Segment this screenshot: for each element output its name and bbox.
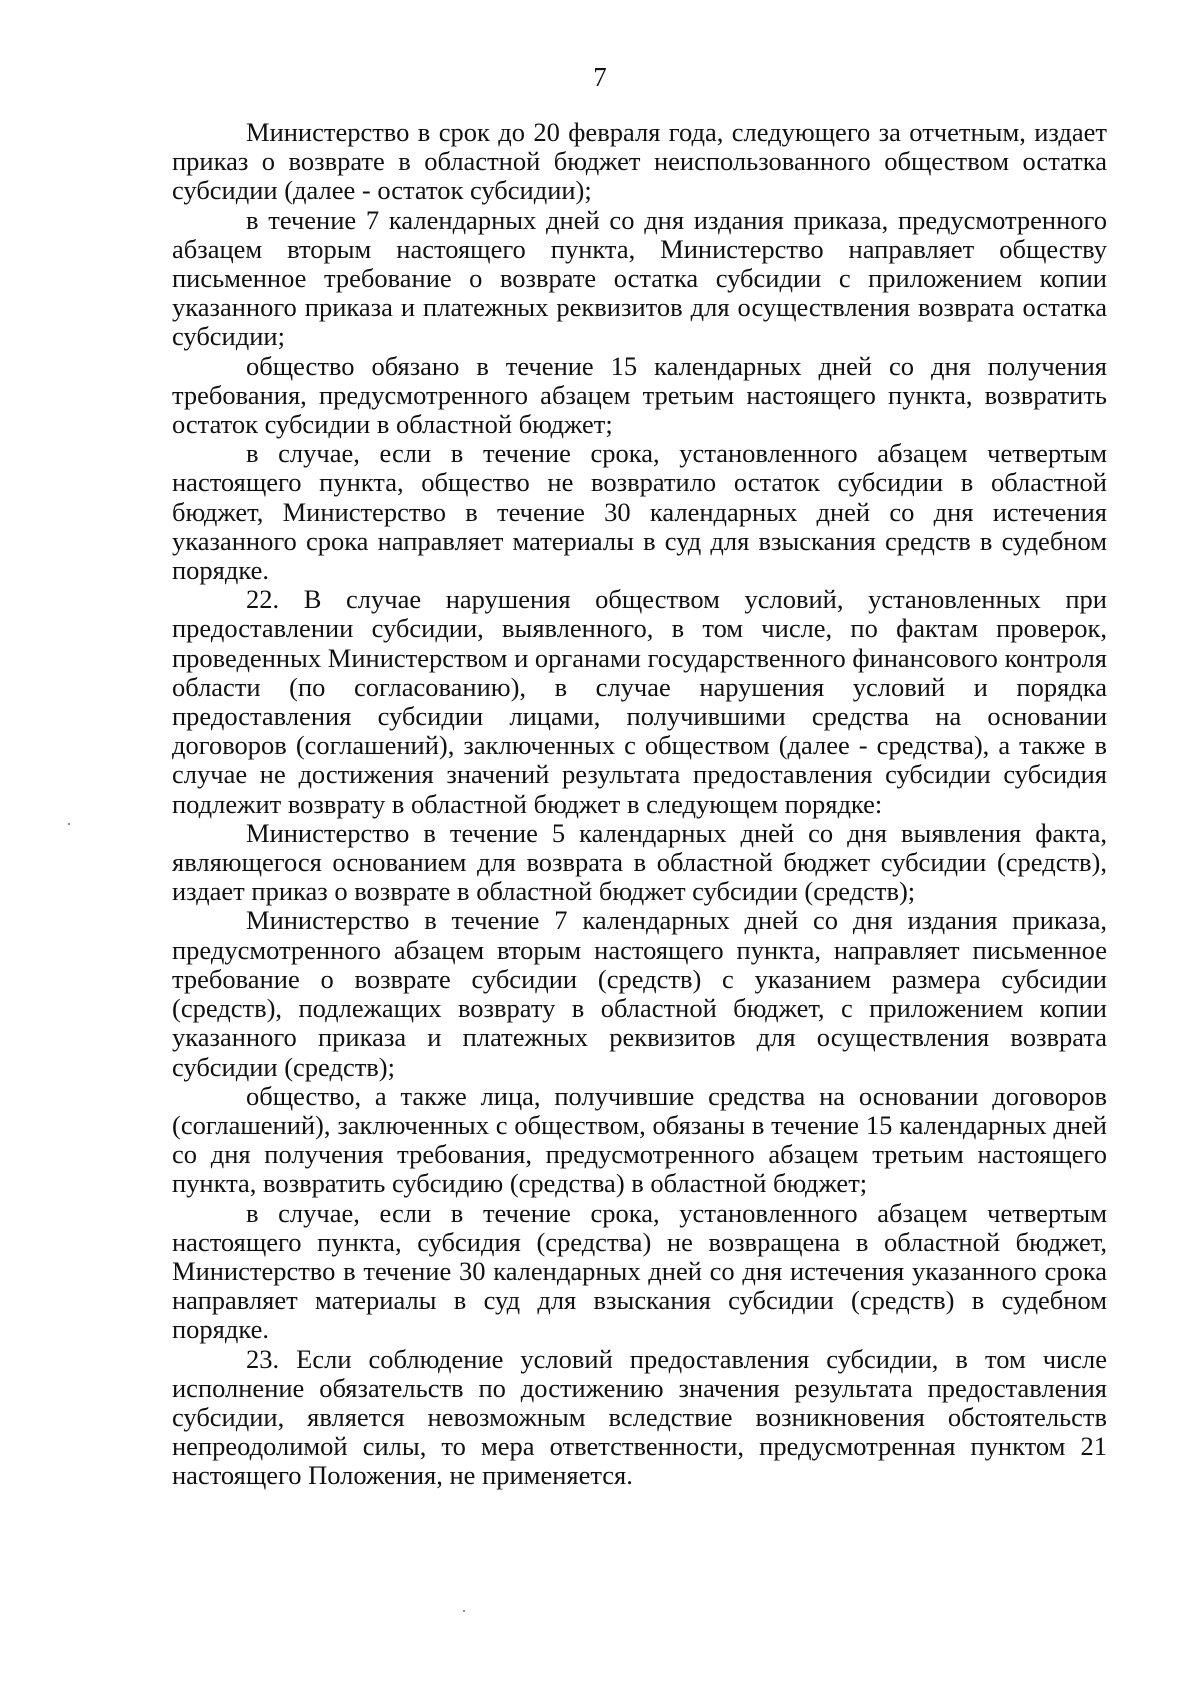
- paragraph-6: Министерство в течение 5 календарных дней со дня выявления факта, являющегося основанием для возврата в областной бюджет субсидии (средств), издает приказ о возврате в областной бюджет субсидии (средств);: [172, 817, 1107, 907]
- paragraph-7: Министерство в течение 7 календарных дней со дня издания приказа, предусмотренного абзацем вторым настоящего пункта, направляет письменное требование о возврате субсидии (средств) с указанием размера субсидии (средств), подлежащих возврату в областной бюджет, с приложением копии указанного приказа и платежных реквизитов для осуществления возврата субсидии (средств);: [172, 905, 1107, 1082]
- document-body: [172, 118, 1107, 1491]
- paragraph-9: в случае, если в течение срока, установленного абзацем четвертым настоящего пункта, субсидия (средства) не возвращена в областной бюджет, Министерство в течение 30 календарных дней со дня истечения указанного срока направляет материалы в суд для взыскания субсидии (средств) в судебном порядке.: [172, 1197, 1107, 1345]
- scan-speck: [68, 823, 70, 825]
- paragraph-3: общество обязано в течение 15 календарных дней со дня получения требования, предусмотренного абзацем третьим настоящего пункта, возвратить остаток субсидии в областной бюджет;: [172, 350, 1107, 440]
- paragraph-2: в течение 7 календарных дней со дня издания приказа, предусмотренного абзацем вторым настоящего пункта, Министерство направляет обществу письменное требование о возврате остатка субсидии с приложением копии указанного приказа и платежных реквизитов для осуществления возврата остатка субсидии;: [172, 204, 1107, 352]
- paragraph-8: общество, а также лица, получившие средства на основании договоров (соглашений), заключенных с обществом, обязаны в течение 15 календарных дней со дня получения требования, предусмотренного абзацем третьим настоящего пункта, возвратить субсидию (средства) в областной бюджет;: [172, 1080, 1107, 1199]
- paragraph-1: Министерство в срок до 20 февраля года, следующего за отчетным, издает приказ о возврате в областной бюджет неиспользованного обществом остатка субсидии (далее - остаток субсидии);: [172, 117, 1107, 206]
- page-number: 7: [593, 62, 607, 92]
- scan-speck: [463, 1610, 465, 1612]
- paragraph-4: в случае, если в течение срока, установленного абзацем четвертым настоящего пункта, общество не возвратило остаток субсидии в областной бюджет, Министерство в течение 30 календарных дней со дня истечения указанного срока направляет материалы в суд для взыскания средств в судебном порядке.: [172, 438, 1107, 586]
- paragraph-10: 23. Если соблюдение условий предоставления субсидии, в том числе исполнение обязательств по достижению значения результата предоставления субсидии, является невозможным вследствие возникновения обстоятельств непреодолимой силы, то мера ответственности, предусмотренная пунктом 21 настоящего Положения, не применяется.: [172, 1343, 1107, 1491]
- paragraph-5: 22. В случае нарушения обществом условий, установленных при предоставлении субсидии, выявленного, в том числе, по фактам проверок, проведенных Министерством и органами государственного финансового контроля области (по согласованию), в случае нарушения условий и порядка предоставления субсидии лицами, получившими средства на основании договоров (соглашений), заключенных с обществом (далее - средства), а также в случае не достижения значений результата предоставления субсидии субсидия подлежит возврату в областной бюджет в следующем порядке:: [172, 584, 1107, 819]
